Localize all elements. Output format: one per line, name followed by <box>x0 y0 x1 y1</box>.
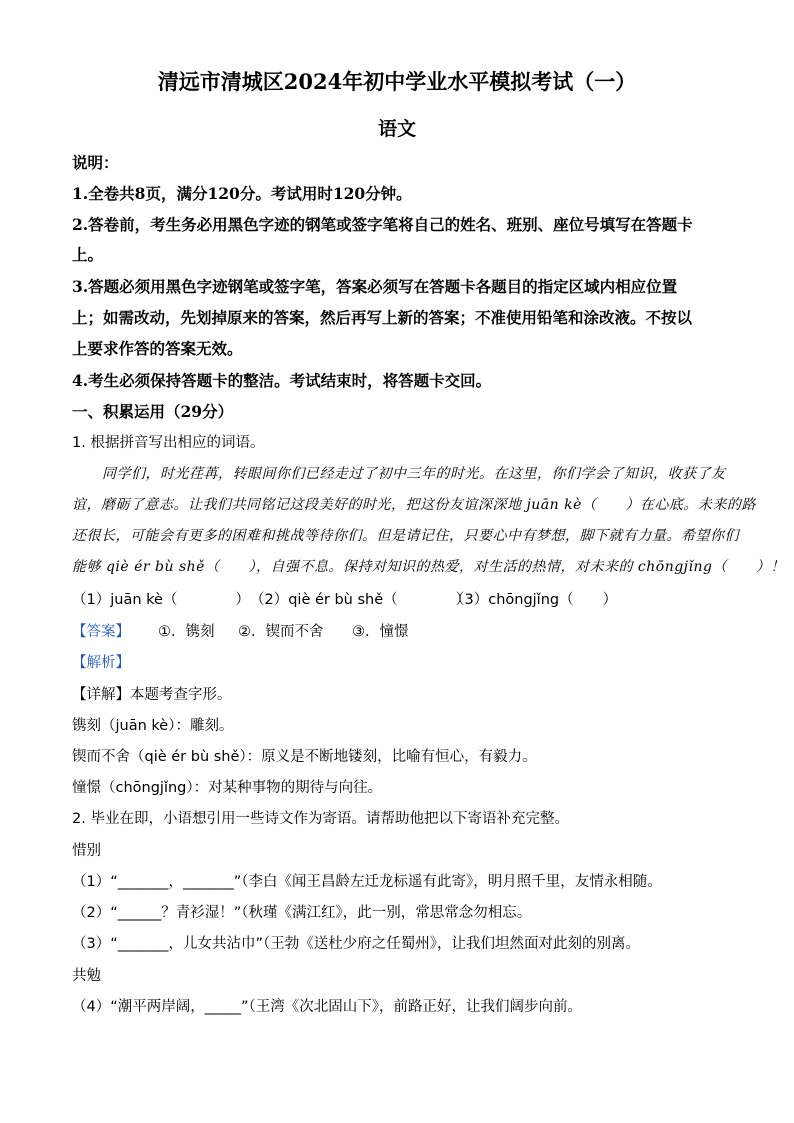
blank-3: （3）chōngjǐng（ ） <box>450 592 618 608</box>
blank-2: （2）qiè ér bù shě（ ） <box>250 592 471 608</box>
instruction-item: 上要求作答的答案无效。 <box>72 339 243 358</box>
poem-blank-line: （4）“潮平两岸阔，_____”（王湾《次北固山下》，前路正好，让我们阔步向前。 <box>72 999 582 1015</box>
answer-label: 【答案】 <box>72 624 130 640</box>
passage-line: 还很长，可能会有更多的困难和挑战等待你们。但是请记住，只要心中有梦想，脚下就有力量。希望你们 <box>72 528 739 544</box>
poem-blank-line: （3）“_______，儿女共沾巾”（王勃《送杜少府之任蜀州》，让我们坦然面对此刻的别离。 <box>72 936 640 952</box>
analysis-label: 【解析】 <box>72 655 130 671</box>
explanation-line: 憧憬（chōngjǐng）：对某种事物的期待与向往。 <box>72 780 383 796</box>
instruction-item: 上；如需改动，先划掉原来的答案，然后再写上新的答案；不准使用铅笔和涂改液。不按以 <box>72 308 693 327</box>
exam-title: 清远市清城区2024年初中学业水平模拟考试（一） <box>157 69 637 94</box>
passage-line: 谊，磨砺了意志。让我们共同铭记这段美好的时光，把这份友谊深深地 juān kè（ ）在心底。未来的路 <box>72 497 756 513</box>
instructions-heading: 说明： <box>72 153 119 172</box>
group-heading: 惜别 <box>72 843 101 859</box>
group-heading: 共勉 <box>72 968 101 984</box>
question-2-prompt: 2. 毕业在即，小语想引用一些诗文作为寄语。请帮助他把以下寄语补充完整。 <box>72 811 569 827</box>
answer-item: ③．憧憬 <box>352 624 409 640</box>
instruction-item: 2.答卷前，考生务必用黑色字迹的钢笔或签字笔将自己的姓名、班别、座位号填写在答题卡 <box>72 215 693 234</box>
answer-item: ①．镌刻 <box>158 624 215 640</box>
explanation-line: 锲而不舍（qiè ér bù shě）：原义是不断地镂刻，比喻有恒心，有毅力。 <box>72 749 537 765</box>
answer-item: ②．锲而不舍 <box>238 624 324 640</box>
instruction-item: 上。 <box>72 245 104 264</box>
detail-text: 【详解】本题考查字形。 <box>72 687 232 703</box>
blank-1: （1）juān kè（ ） <box>72 592 250 608</box>
subject-title: 语文 <box>377 118 416 140</box>
passage-line: 能够 qiè ér bù shě（ ），自强不息。保持对知识的热爱，对生活的热情，对未来的 chōngjǐng（ ）！ <box>72 559 785 575</box>
poem-blank-line: （1）“_______，_______”（李白《闻王昌龄左迁龙标遥有此寄》，明月照千里，友情永相随。 <box>72 874 662 890</box>
section-heading: 一、积累运用（29分） <box>72 402 234 421</box>
instruction-item: 3.答题必须用黑色字迹钢笔或签字笔，答案必须写在答题卡各题目的指定区域内相应位置 <box>72 277 678 296</box>
explanation-line: 镌刻（juān kè）：雕刻。 <box>72 718 234 734</box>
poem-blank-line: （2）“______？青衫湿！”（秋瑾《满江红》，此一别，常思常念勿相忘。 <box>72 905 532 921</box>
instruction-item: 4.考生必须保持答题卡的整洁。考试结束时，将答题卡交回。 <box>72 371 492 390</box>
instruction-item: 1.全卷共8页，满分120分。考试用时120分钟。 <box>72 184 412 203</box>
question-1-prompt: 1. 根据拼音写出相应的词语。 <box>72 435 265 451</box>
passage-line: 同学们，时光荏苒，转眼间你们已经走过了初中三年的时光。在这里，你们学会了知识，收获了友 <box>102 466 726 482</box>
